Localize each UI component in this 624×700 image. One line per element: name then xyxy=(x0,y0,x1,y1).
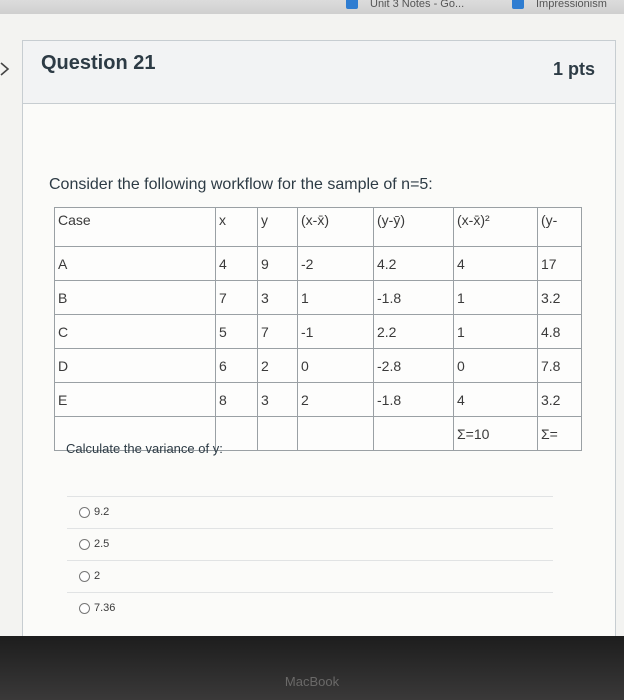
table-cell: 8 xyxy=(216,383,258,417)
table-cell: 1 xyxy=(298,281,374,315)
table-header-cell: (y- xyxy=(538,208,582,247)
table-cell: -1.8 xyxy=(374,383,454,417)
table-cell: -1.8 xyxy=(374,281,454,315)
table-cell: 2.2 xyxy=(374,315,454,349)
question-title: Question 21 xyxy=(41,52,156,74)
answer-label: 2 xyxy=(94,570,101,582)
answer-option[interactable] xyxy=(67,528,553,560)
table-cell: 5 xyxy=(216,315,258,349)
table-cell xyxy=(374,417,454,451)
table-cell: B xyxy=(55,281,216,315)
table-cell: 17 xyxy=(538,247,582,281)
radio-button[interactable] xyxy=(79,539,90,550)
bookmarks-bar xyxy=(0,0,624,14)
table-cell: Σ=10 xyxy=(454,417,538,451)
table-cell: 1 xyxy=(454,315,538,349)
bookmark-impressionism[interactable]: Impressionism xyxy=(536,0,607,10)
table-cell: A xyxy=(55,247,216,281)
quiz-page xyxy=(0,14,624,636)
table-cell: 7 xyxy=(216,281,258,315)
laptop-bezel xyxy=(0,636,624,700)
table-cell: 7.8 xyxy=(538,349,582,383)
table-cell xyxy=(298,417,374,451)
table-cell: 4 xyxy=(454,383,538,417)
table-header-cell: Case xyxy=(55,208,216,247)
table-cell xyxy=(258,417,298,451)
table-cell: C xyxy=(55,315,216,349)
table-cell: -2.8 xyxy=(374,349,454,383)
brand-label: MacBook xyxy=(284,674,340,689)
table-cell: 9 xyxy=(258,247,298,281)
radio-button[interactable] xyxy=(79,603,90,614)
table-header-cell: (y-ȳ) xyxy=(374,208,454,247)
table-header-cell: y xyxy=(258,208,298,247)
question-header xyxy=(23,41,615,104)
table-cell: 2 xyxy=(258,349,298,383)
table-cell: 4.2 xyxy=(374,247,454,281)
question-prompt: Consider the following workflow for the sample of n=5: xyxy=(49,176,433,193)
answer-option[interactable] xyxy=(67,560,553,592)
doc-icon xyxy=(346,0,358,9)
radio-button[interactable] xyxy=(79,571,90,582)
doc-icon xyxy=(512,0,524,9)
table-header-cell: (x-x̄)² xyxy=(454,208,538,247)
table-cell: 3 xyxy=(258,281,298,315)
question-points: 1 pts xyxy=(552,59,595,79)
sub-prompt: Calculate the variance of y: xyxy=(66,441,223,456)
table-cell: 2 xyxy=(298,383,374,417)
table-cell: Σ= xyxy=(538,417,582,451)
table-cell: 0 xyxy=(298,349,374,383)
table-cell: 0 xyxy=(454,349,538,383)
answer-option[interactable] xyxy=(67,496,553,528)
table-cell: E xyxy=(55,383,216,417)
answer-label: 2.5 xyxy=(94,538,110,550)
table-row xyxy=(55,349,582,383)
answer-option[interactable] xyxy=(67,592,553,624)
table-row xyxy=(55,315,582,349)
table-cell: 3.2 xyxy=(538,281,582,315)
radio-button[interactable] xyxy=(79,507,90,518)
table-cell: 3.2 xyxy=(538,383,582,417)
table-cell: 4 xyxy=(454,247,538,281)
table-cell: 3 xyxy=(258,383,298,417)
answer-list xyxy=(67,496,553,624)
answer-label: 7.36 xyxy=(94,602,116,614)
table-cell: 1 xyxy=(454,281,538,315)
table-row xyxy=(55,247,582,281)
table-cell: -2 xyxy=(298,247,374,281)
table-cell: -1 xyxy=(298,315,374,349)
table-cell: 6 xyxy=(216,349,258,383)
table-header-cell: (x-x̄) xyxy=(298,208,374,247)
bookmark-unit3-notes[interactable]: Unit 3 Notes - Go... xyxy=(370,0,465,10)
table-row xyxy=(55,383,582,417)
table-cell: 7 xyxy=(258,315,298,349)
table-row xyxy=(55,281,582,315)
chevron-right-icon[interactable] xyxy=(0,62,10,76)
table-cell: 4.8 xyxy=(538,315,582,349)
question-card xyxy=(22,40,616,638)
table-cell: 4 xyxy=(216,247,258,281)
table-header-row xyxy=(55,208,582,247)
table-cell: D xyxy=(55,349,216,383)
workflow-table xyxy=(54,207,582,451)
answer-label: 9.2 xyxy=(94,506,110,518)
table-header-cell: x xyxy=(216,208,258,247)
